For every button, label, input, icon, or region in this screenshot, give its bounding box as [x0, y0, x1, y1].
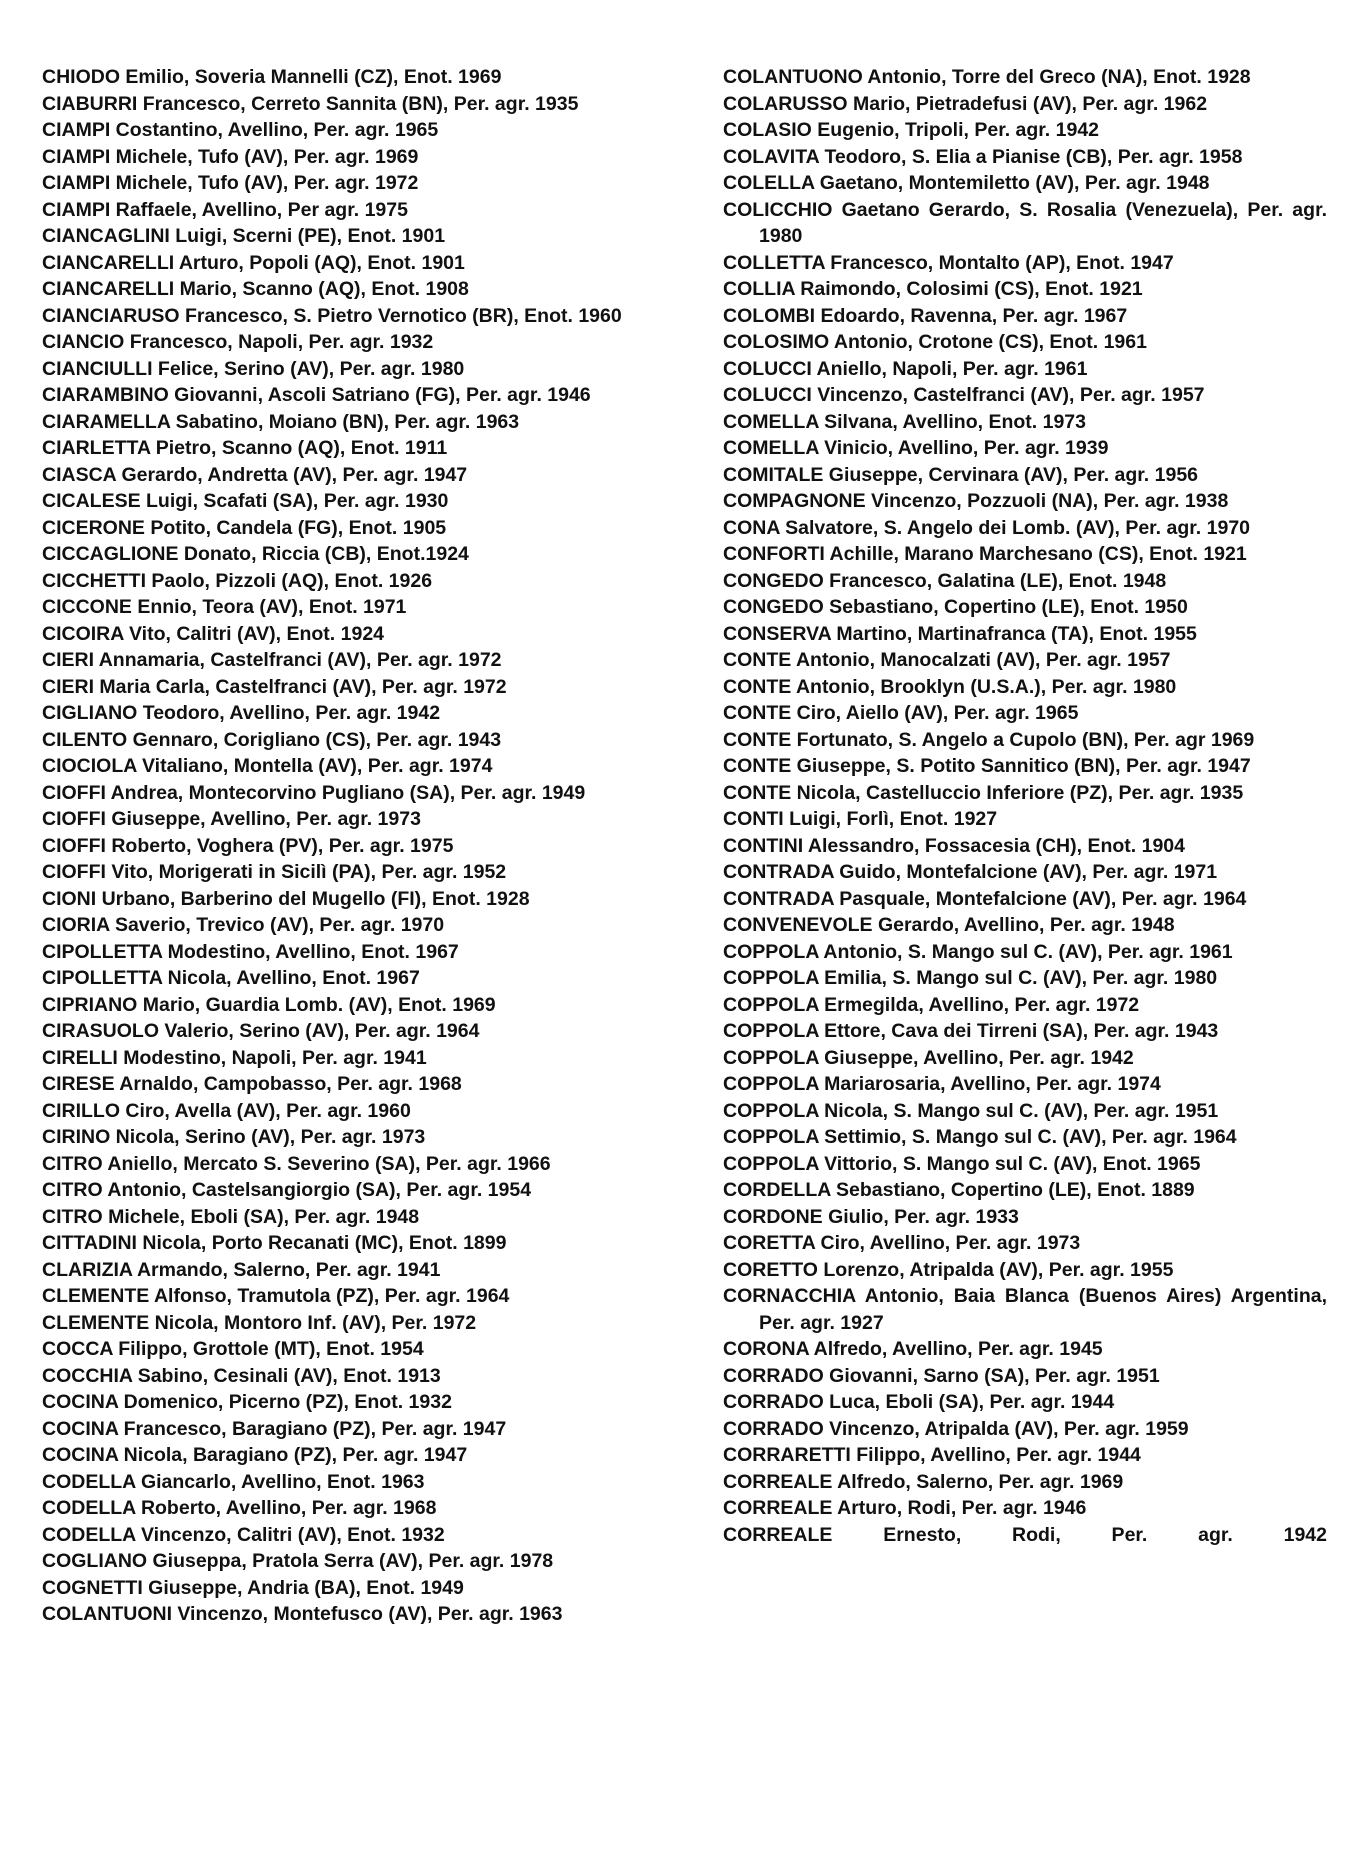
directory-entry: COLOMBI Edoardo, Ravenna, Per. agr. 1967 [723, 304, 1128, 327]
directory-entry: CIARLETTA Pietro, Scanno (AQ), Enot. 1911 [42, 437, 448, 459]
directory-entry: COMELLA Vinicio, Avellino, Per. agr. 1939 [723, 437, 1109, 459]
directory-entry: COMITALE Giuseppe, Cervinara (AV), Per. agr. 1956 [723, 463, 1199, 486]
left-column [42, 64, 656, 1628]
directory-entry: CICALESE Luigi, Scafati (SA), Per. agr. 1930 [42, 490, 449, 512]
directory-entry: COMELLA Silvana, Avellino, Enot. 1973 [723, 410, 1086, 433]
directory-entry: CORRADO Giovanni, Sarno (SA), Per. agr. 1951 [723, 1364, 1160, 1387]
directory-entry: CIANCIO Francesco, Napoli, Per. agr. 1932 [42, 331, 434, 353]
directory-entry: CIANCAGLINI Luigi, Scerni (PE), Enot. 1901 [42, 225, 446, 247]
directory-entry: CORONA Alfredo, Avellino, Per. agr. 1945 [723, 1338, 1103, 1360]
directory-entry: CICCHETTI Paolo, Pizzoli (AQ), Enot. 1926 [42, 569, 433, 592]
directory-entry: CODELLA Giancarlo, Avellino, Enot. 1963 [42, 1470, 425, 1493]
directory-entry: CICOIRA Vito, Calitri (AV), Enot. 1924 [42, 622, 385, 645]
directory-entry: CIERI Maria Carla, Castelfranci (AV), Per. agr. 1972 [42, 675, 507, 698]
directory-entry: CHIODO Emilio, Soveria Mannelli (CZ), Enot. 1969 [42, 66, 502, 88]
directory-entry: CORETTA Ciro, Avellino, Per. agr. 1973 [723, 1232, 1081, 1254]
directory-entry: CORETTO Lorenzo, Atripalda (AV), Per. agr. 1955 [723, 1258, 1174, 1281]
directory-entry: COCCHIA Sabino, Cesinali (AV), Enot. 1913 [42, 1364, 441, 1387]
directory-entry: CORREALE Ernesto, Rodi, Per. agr. 1942 [723, 1523, 1327, 1546]
directory-entry: CIGLIANO Teodoro, Avellino, Per. agr. 1942 [42, 702, 441, 724]
directory-entry: COPPOLA Vittorio, S. Mango sul C. (AV), Enot. 1965 [723, 1152, 1201, 1175]
directory-entry: COPPOLA Emilia, S. Mango sul C. (AV), Per. agr. 1980 [723, 967, 1218, 989]
directory-entry: CONA Salvatore, S. Angelo dei Lomb. (AV), Per. agr. 1970 [723, 516, 1251, 539]
directory-entry: CIANCARELLI Arturo, Popoli (AQ), Enot. 1901 [42, 251, 465, 274]
directory-entry: CIONI Urbano, Barberino del Mugello (FI), Enot. 1928 [42, 887, 530, 910]
directory-entry: CORREALE Arturo, Rodi, Per. agr. 1946 [723, 1497, 1087, 1519]
directory-entry: CORNACCHIA Antonio, Baia Blanca (Buenos Aires) Argentina, Per. agr. 1927 [723, 1285, 1327, 1334]
directory-entry: CICCONE Ennio, Teora (AV), Enot. 1971 [42, 596, 407, 618]
directory-entry: CORRARETTI Filippo, Avellino, Per. agr. 1944 [723, 1444, 1141, 1466]
directory-entry: COLANTUONI Vincenzo, Montefusco (AV), Per. agr. 1963 [42, 1603, 563, 1625]
directory-entry: CITTADINI Nicola, Porto Recanati (MC), Enot. 1899 [42, 1232, 507, 1254]
right-column [723, 64, 1327, 1548]
directory-entry: CICERONE Potito, Candela (FG), Enot. 1905 [42, 516, 447, 539]
directory-entry: CIAMPI Michele, Tufo (AV), Per. agr. 1972 [42, 172, 419, 194]
directory-entry: CLEMENTE Alfonso, Tramutola (PZ), Per. agr. 1964 [42, 1285, 510, 1307]
directory-entry: CIRESE Arnaldo, Campobasso, Per. agr. 1968 [42, 1073, 462, 1095]
directory-entry: COLUCCI Vincenzo, Castelfranci (AV), Per. agr. 1957 [723, 384, 1205, 406]
directory-entry: CILENTO Gennaro, Corigliano (CS), Per. agr. 1943 [42, 728, 502, 751]
directory-entry: CONFORTI Achille, Marano Marchesano (CS), Enot. 1921 [723, 543, 1247, 565]
directory-entry: CONTE Fortunato, S. Angelo a Cupolo (BN), Per. agr 1969 [723, 728, 1255, 751]
directory-entry: CONTE Antonio, Manocalzati (AV), Per. agr. 1957 [723, 649, 1171, 671]
directory-entry: CONTI Luigi, Forlì, Enot. 1927 [723, 808, 998, 830]
directory-entry: COCINA Nicola, Baragiano (PZ), Per. agr. 1947 [42, 1444, 468, 1466]
directory-entry: CONTRADA Guido, Montefalcione (AV), Per. agr. 1971 [723, 861, 1218, 883]
directory-entry: CICCAGLIONE Donato, Riccia (CB), Enot.1924 [42, 543, 469, 565]
directory-entry: CODELLA Vincenzo, Calitri (AV), Enot. 1932 [42, 1523, 445, 1546]
directory-entry: CONTE Antonio, Brooklyn (U.S.A.), Per. agr. 1980 [723, 675, 1177, 698]
directory-entry: COPPOLA Settimio, S. Mango sul C. (AV), Per. agr. 1964 [723, 1126, 1237, 1148]
directory-entry: COLANTUONO Antonio, Torre del Greco (NA), Enot. 1928 [723, 66, 1251, 88]
directory-entry: COPPOLA Ermegilda, Avellino, Per. agr. 1972 [723, 993, 1140, 1016]
directory-entry: COLUCCI Aniello, Napoli, Per. agr. 1961 [723, 357, 1088, 380]
directory-entry: CITRO Aniello, Mercato S. Severino (SA), Per. agr. 1966 [42, 1152, 551, 1175]
directory-entry: COPPOLA Nicola, S. Mango sul C. (AV), Per. agr. 1951 [723, 1099, 1219, 1122]
directory-entry: CIAMPI Michele, Tufo (AV), Per. agr. 1969 [42, 145, 419, 168]
directory-entry: COGNETTI Giuseppe, Andria (BA), Enot. 1949 [42, 1576, 464, 1599]
directory-entry: CONTE Nicola, Castelluccio Inferiore (PZ), Per. agr. 1935 [723, 781, 1244, 804]
directory-entry: CIANCIARUSO Francesco, S. Pietro Vernotico (BR), Enot. 1960 [42, 304, 622, 327]
directory-entry: COCCA Filippo, Grottole (MT), Enot. 1954 [42, 1338, 424, 1360]
directory-entry: CORRADO Luca, Eboli (SA), Per. agr. 1944 [723, 1391, 1115, 1413]
directory-entry: COLOSIMO Antonio, Crotone (CS), Enot. 1961 [723, 331, 1147, 353]
directory-entry: CIARAMELLA Sabatino, Moiano (BN), Per. agr. 1963 [42, 410, 520, 433]
directory-entry: CORRADO Vincenzo, Atripalda (AV), Per. agr. 1959 [723, 1417, 1189, 1440]
directory-entry: CIRILLO Ciro, Avella (AV), Per. agr. 1960 [42, 1099, 411, 1122]
directory-entry: CIASCA Gerardo, Andretta (AV), Per. agr. 1947 [42, 463, 468, 486]
directory-entry: CODELLA Roberto, Avellino, Per. agr. 1968 [42, 1497, 437, 1519]
directory-entry: CONTINI Alessandro, Fossacesia (CH), Enot. 1904 [723, 834, 1185, 857]
directory-entry: CIRASUOLO Valerio, Serino (AV), Per. agr. 1964 [42, 1020, 480, 1042]
directory-entry: CIRINO Nicola, Serino (AV), Per. agr. 1973 [42, 1126, 426, 1148]
directory-entry: CIOFFI Roberto, Voghera (PV), Per. agr. 1975 [42, 834, 454, 857]
directory-entry: CIOCIOLA Vitaliano, Montella (AV), Per. agr. 1974 [42, 755, 493, 777]
directory-entry: CONGEDO Francesco, Galatina (LE), Enot. 1948 [723, 569, 1167, 592]
directory-entry: CIABURRI Francesco, Cerreto Sannita (BN), Per. agr. 1935 [42, 92, 579, 115]
directory-entry: COLICCHIO Gaetano Gerardo, S. Rosalia (Venezuela), Per. agr. 1980 [723, 198, 1327, 247]
directory-entry: COLLETTA Francesco, Montalto (AP), Enot. 1947 [723, 251, 1174, 274]
directory-entry: COPPOLA Giuseppe, Avellino, Per. agr. 1942 [723, 1046, 1134, 1069]
directory-entry: CORREALE Alfredo, Salerno, Per. agr. 1969 [723, 1470, 1124, 1493]
directory-entry: COLARUSSO Mario, Pietradefusi (AV), Per. agr. 1962 [723, 92, 1208, 115]
directory-entry: CORDELLA Sebastiano, Copertino (LE), Enot. 1889 [723, 1179, 1195, 1201]
directory-entry: CIARAMBINO Giovanni, Ascoli Satriano (FG), Per. agr. 1946 [42, 384, 591, 406]
directory-entry: CIPOLLETTA Modestino, Avellino, Enot. 1967 [42, 940, 459, 963]
directory-entry: COGLIANO Giuseppa, Pratola Serra (AV), Per. agr. 1978 [42, 1550, 554, 1572]
directory-entry: CONTE Giuseppe, S. Potito Sannitico (BN), Per. agr. 1947 [723, 755, 1251, 777]
directory-entry: CONGEDO Sebastiano, Copertino (LE), Enot. 1950 [723, 596, 1188, 618]
directory-entry: CITRO Antonio, Castelsangiorgio (SA), Per. agr. 1954 [42, 1179, 532, 1201]
directory-entry: CIPOLLETTA Nicola, Avellino, Enot. 1967 [42, 967, 420, 989]
directory-entry: CIOFFI Vito, Morigerati in Sicilì (PA), Per. agr. 1952 [42, 861, 507, 883]
directory-entry: CIORIA Saverio, Trevico (AV), Per. agr. 1970 [42, 914, 445, 936]
directory-entry: COPPOLA Ettore, Cava dei Tirreni (SA), Per. agr. 1943 [723, 1020, 1219, 1042]
directory-entry: CLEMENTE Nicola, Montoro Inf. (AV), Per. 1972 [42, 1311, 477, 1334]
directory-entry: CIANCARELLI Mario, Scanno (AQ), Enot. 1908 [42, 278, 469, 300]
directory-entry: CIOFFI Andrea, Montecorvino Pugliano (SA), Per. agr. 1949 [42, 781, 586, 804]
directory-entry: CIAMPI Costantino, Avellino, Per. agr. 1965 [42, 119, 439, 141]
directory-entry: COLELLA Gaetano, Montemiletto (AV), Per. agr. 1948 [723, 172, 1210, 194]
directory-entry: COLASIO Eugenio, Tripoli, Per. agr. 1942 [723, 119, 1100, 141]
directory-entry: COMPAGNONE Vincenzo, Pozzuoli (NA), Per. agr. 1938 [723, 490, 1229, 512]
directory-entry: CONTE Ciro, Aiello (AV), Per. agr. 1965 [723, 702, 1079, 724]
directory-entry: CIPRIANO Mario, Guardia Lomb. (AV), Enot. 1969 [42, 993, 496, 1016]
directory-entry: COCINA Francesco, Baragiano (PZ), Per. agr. 1947 [42, 1417, 507, 1440]
directory-entry: COLAVITA Teodoro, S. Elia a Pianise (CB), Per. agr. 1958 [723, 145, 1243, 168]
directory-entry: COPPOLA Mariarosaria, Avellino, Per. agr. 1974 [723, 1073, 1161, 1095]
directory-entry: CIANCIULLI Felice, Serino (AV), Per. agr. 1980 [42, 357, 465, 380]
directory-entry: CLARIZIA Armando, Salerno, Per. agr. 1941 [42, 1258, 441, 1281]
directory-entry: CONSERVA Martino, Martinafranca (TA), Enot. 1955 [723, 622, 1197, 645]
directory-entry: CIERI Annamaria, Castelfranci (AV), Per. agr. 1972 [42, 649, 502, 671]
directory-entry: CIAMPI Raffaele, Avellino, Per agr. 1975 [42, 198, 408, 221]
directory-entry: COPPOLA Antonio, S. Mango sul C. (AV), Per. agr. 1961 [723, 940, 1233, 963]
directory-entry: COLLIA Raimondo, Colosimi (CS), Enot. 1921 [723, 278, 1143, 300]
directory-entry: CIRELLI Modestino, Napoli, Per. agr. 1941 [42, 1046, 427, 1069]
directory-entry: CITRO Michele, Eboli (SA), Per. agr. 1948 [42, 1205, 420, 1228]
directory-entry: CIOFFI Giuseppe, Avellino, Per. agr. 1973 [42, 808, 421, 830]
directory-entry: CORDONE Giulio, Per. agr. 1933 [723, 1205, 1019, 1228]
directory-entry: CONVENEVOLE Gerardo, Avellino, Per. agr. 1948 [723, 914, 1175, 936]
directory-entry: COCINA Domenico, Picerno (PZ), Enot. 1932 [42, 1391, 452, 1413]
directory-entry: CONTRADA Pasquale, Montefalcione (AV), Per. agr. 1964 [723, 887, 1247, 910]
